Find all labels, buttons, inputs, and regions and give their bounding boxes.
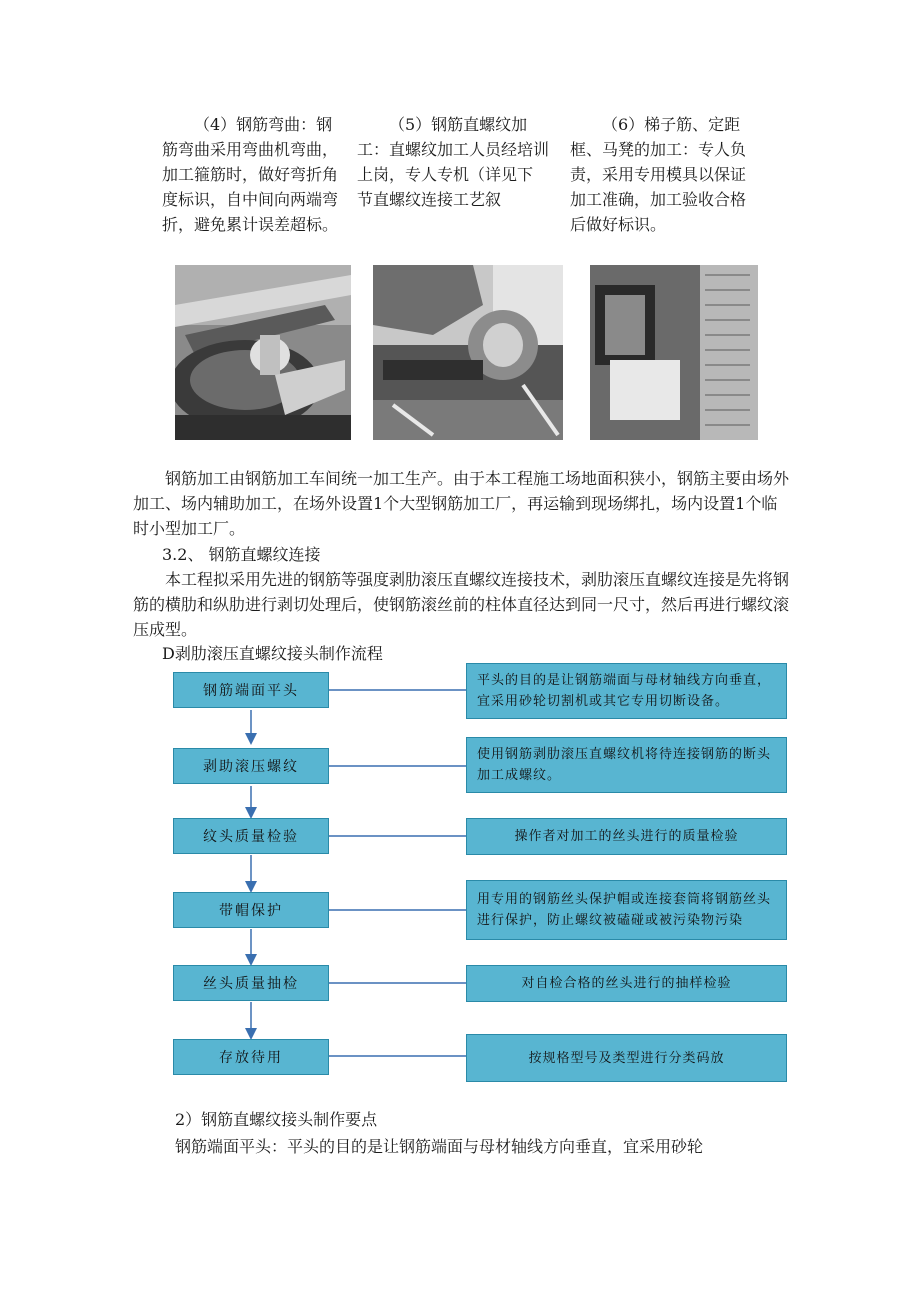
photo-thread-machine bbox=[373, 265, 563, 440]
flow-title: D剥肋滚压直螺纹接头制作流程 bbox=[162, 644, 383, 663]
flow-step-storage: 存放待用 bbox=[173, 1039, 329, 1075]
flow-step-flat-end: 钢筋端面平头 bbox=[173, 672, 329, 708]
flow-desc-cap-protection: 用专用的钢筋丝头保护帽或连接套筒将钢筋丝头进行保护，防止螺纹被磕碰或被污染物污染 bbox=[466, 880, 787, 940]
photo-ladder-bars bbox=[590, 265, 758, 440]
photo-bending-machine bbox=[175, 265, 351, 440]
paragraph-flat-end: 钢筋端面平头：平头的目的是让钢筋端面与母材轴线方向垂直，宜采用砂轮 bbox=[175, 1137, 704, 1156]
flow-step-cap-protection: 带帽保护 bbox=[173, 892, 329, 928]
flow-desc-flat-end: 平头的目的是让钢筋端面与母材轴线方向垂直，宜采用砂轮切割机或其它专用切断设备。 bbox=[466, 663, 787, 719]
flow-step-rib-rolling: 剥助滚压螺纹 bbox=[173, 748, 329, 784]
flow-step-quality-check: 纹头质量检验 bbox=[173, 818, 329, 854]
paragraph-processing: 钢筋加工由钢筋加工车间统一加工生产。由于本工程施工场地面积狭小，钢筋主要由场外加工、场内辅助加工，在场外设置1个大型钢筋加工厂，再运输到现场绑扎，场内设置1个临时小型加工厂。 bbox=[133, 469, 790, 538]
flow-desc-sampling: 对自检合格的丝头进行的抽样检验 bbox=[466, 965, 787, 1002]
paragraph-connection: 本工程拟采用先进的钢筋等强度剥肋滚压直螺纹连接技术，剥肋滚压直螺纹连接是先将钢筋的横肋和纵肋进行剥切处理后，使钢筋滚丝前的柱体直径达到同一尺寸，然后再进行螺纹滚压成型。 bbox=[133, 570, 790, 639]
column-text: （4）钢筋弯曲：钢筋弯曲采用弯曲机弯曲，加工箍筋时，做好弯折角度标识，自中间向两端弯折，避免累计误差超标。 bbox=[162, 115, 339, 234]
flow-desc-quality-check: 操作者对加工的丝头进行的质量检验 bbox=[466, 818, 787, 855]
column-ladder-bar bbox=[570, 112, 752, 237]
section-heading-3-2: 3.2、 钢筋直螺纹连接 bbox=[162, 545, 321, 564]
flow-step-sampling: 丝头质量抽检 bbox=[173, 965, 329, 1001]
column-bending bbox=[162, 112, 340, 237]
flow-desc-storage: 按规格型号及类型进行分类码放 bbox=[466, 1034, 787, 1082]
section-heading-2: 2）钢筋直螺纹接头制作要点 bbox=[175, 1110, 378, 1129]
flow-desc-rib-rolling: 使用钢筋剥肋滚压直螺纹机将待连接钢筋的断头加工成螺纹。 bbox=[466, 737, 787, 793]
column-text: （6）梯子筋、定距框、马凳的加工：专人负责，采用专用模具以保证加工准确，加工验收合格后做好标识。 bbox=[570, 115, 747, 234]
column-text: （5）钢筋直螺纹加工：直螺纹加工人员经培训 上岗，专人专机（详见下 节直螺纹连接工艺叙 bbox=[357, 115, 550, 209]
column-thread-processing bbox=[357, 112, 553, 212]
